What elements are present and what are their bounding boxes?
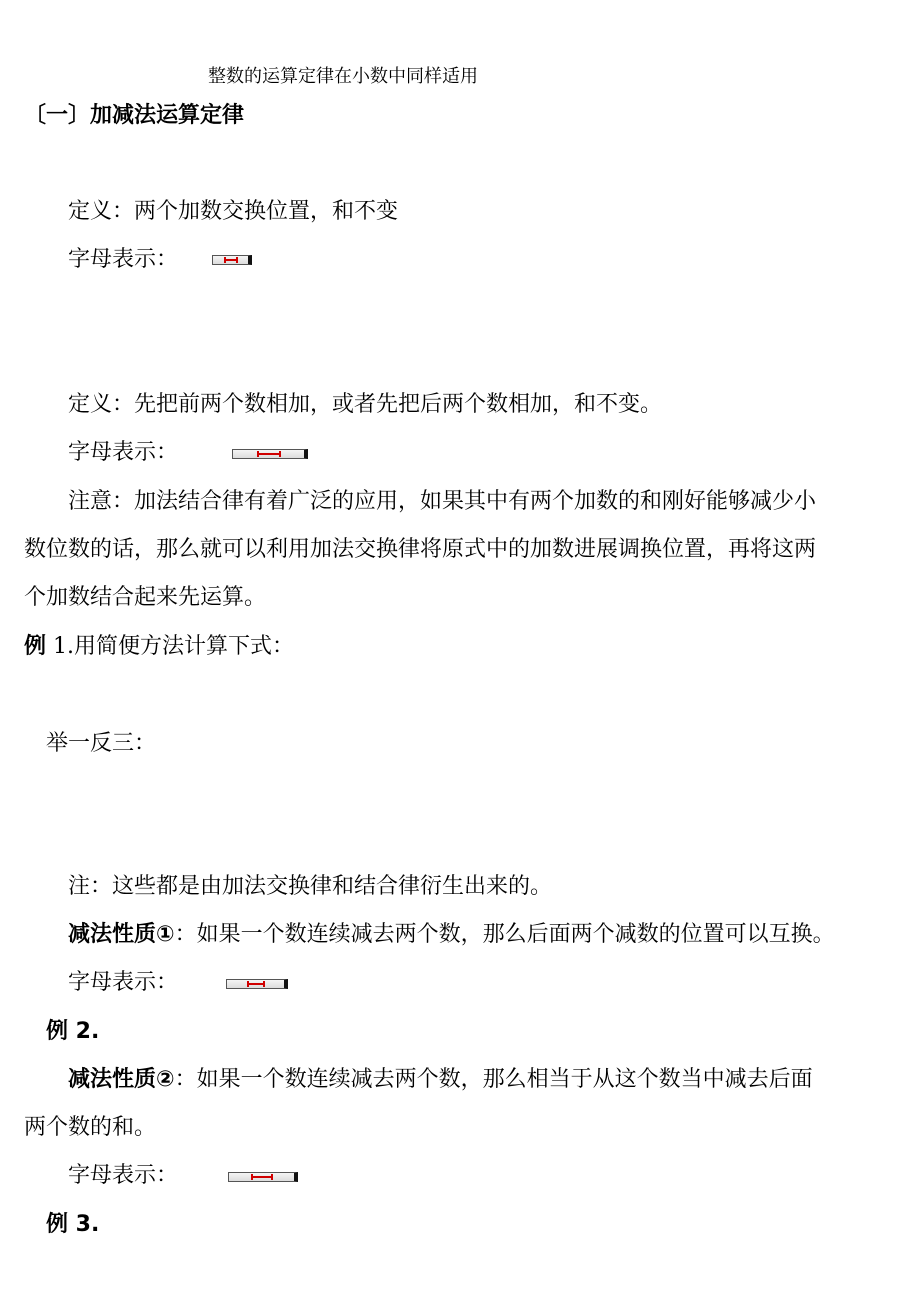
- note2-text: 注：这些都是由加法交换律和结合律衍生出来的。: [68, 874, 553, 899]
- subtraction-property-1-title: 减法性质①: [68, 922, 175, 947]
- example2-text: 2.: [68, 1019, 100, 1044]
- commutative-definition: 定义：两个加数交换位置，和不变: [68, 199, 399, 224]
- formula-mark-icon: [247, 983, 265, 985]
- note1-line1: 注意：加法结合律有着广泛的应用，如果其中有两个加数的和刚好能够减少小: [68, 489, 817, 514]
- practice-label: 举一反三：: [46, 731, 157, 756]
- formula-mark-icon: [251, 1176, 273, 1178]
- associative-definition: 定义：先把前两个数相加，或者先把后两个数相加，和不变。: [68, 392, 663, 417]
- example3: [46, 1212, 99, 1238]
- example2: [46, 1019, 99, 1045]
- example1-label: 例: [24, 634, 47, 659]
- example1: [24, 634, 294, 660]
- subtraction-property-1-text: ：如果一个数连续减去两个数，那么后面两个减数的位置可以互换。: [174, 922, 835, 947]
- example3-text: 3.: [68, 1212, 100, 1237]
- commutative-letter-label: 字母表示：: [68, 247, 179, 272]
- subtraction-property-2-text: ：如果一个数连续减去两个数，那么相当于从这个数当中减去后面: [174, 1067, 813, 1092]
- example2-label: 例: [46, 1019, 69, 1044]
- note1-line3: 个加数结合起来先运算。: [24, 585, 267, 610]
- subtraction1-letter-label: 字母表示：: [68, 970, 179, 995]
- associative-letter-label: 字母表示：: [68, 440, 179, 465]
- commutative-formula-image: [212, 255, 252, 265]
- page-header-title: 整数的运算定律在小数中同样适用: [208, 66, 478, 87]
- subtraction2-letter-label: 字母表示：: [68, 1163, 179, 1188]
- formula-mark-icon: [257, 453, 281, 455]
- subtraction-property-2-title: 减法性质②: [68, 1067, 175, 1092]
- formula-mark-icon: [224, 259, 238, 261]
- subtraction-property-2-line2: 两个数的和。: [24, 1115, 157, 1140]
- example1-text: 1.用简便方法计算下式：: [46, 634, 294, 659]
- example3-label: 例: [46, 1212, 69, 1237]
- subtraction2-formula-image: [228, 1172, 298, 1182]
- associative-formula-image: [232, 449, 308, 459]
- subtraction-property-2: [68, 1067, 813, 1093]
- note1-line2: 数位数的话，那么就可以利用加法交换律将原式中的加数进展调换位置，再将这两: [24, 537, 817, 562]
- section-heading-add-sub-laws: 〔一〕加减法运算定律: [24, 103, 245, 128]
- subtraction-property-1: [68, 922, 835, 948]
- subtraction1-formula-image: [226, 979, 288, 989]
